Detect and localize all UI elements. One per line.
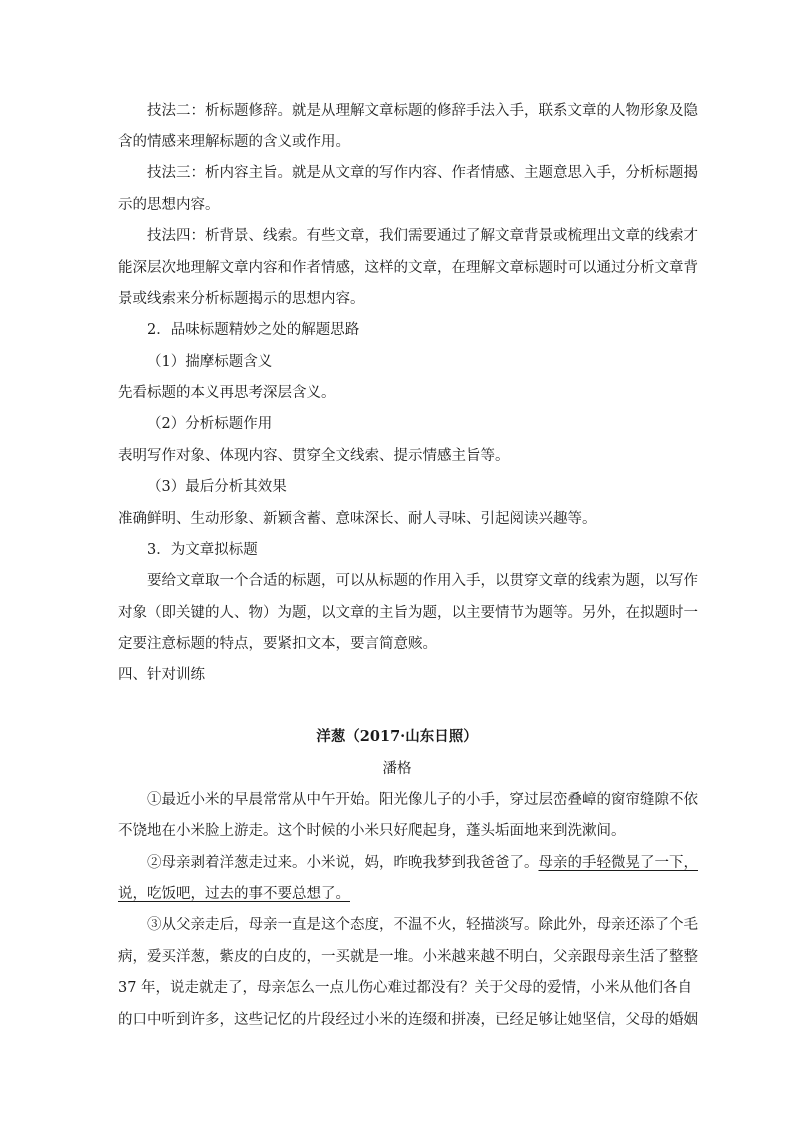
paragraph-line [118,884,350,904]
paragraph-line: 技法三：析内容主旨。就是从文章的写作内容、作者情感、主题意思入手，分析标题揭 [147,165,698,181]
paragraph-line: 含的情感来理解标题的含义或作用。 [118,134,350,150]
paragraph-line: 定要注意标题的特点，要紧扣文本，要言简意赅。 [118,636,437,652]
subsection-heading: （1）揣摩标题含义 [147,354,273,370]
paragraph-line: ③从父亲走后，母亲一直是这个态度，不温不火，轻描淡写。除此外，母亲还添了个毛 [147,917,698,933]
paragraph-line: ①最近小米的早晨常常从中午开始。阳光像儿子的小手，穿过层峦叠嶂的窗帘缝隙不依 [147,792,698,808]
paragraph-line: 技法二：析标题修辞。就是从理解文章标题的修辞手法入手，联系文章的人物形象及隐 [147,103,698,119]
paragraph-line: 病，爱买洋葱，紫皮的白皮的，一买就是一堆。小米越来越不明白，父亲跟母亲生活了整整 [118,949,698,965]
section-heading: 2．品味标题精妙之处的解题思路 [147,322,360,338]
subsection-heading: （2）分析标题作用 [147,416,273,432]
underlined-text: 说，吃饭吧，过去的事不要总想了。 [118,886,350,902]
paragraph-line: 要给文章取一个合适的标题，可以从标题的作用入手，以贯穿文章的线索为题，以写作 [147,573,698,589]
paragraph-line [147,853,698,873]
paragraph-line: 景或线索来分析标题揭示的思想内容。 [118,291,365,307]
paragraph-line: 示的思想内容。 [118,197,220,213]
paragraph-line: 先看标题的本义再思考深层含义。 [118,385,336,401]
paragraph-line: 37 年，说走就走了，母亲怎么一点儿伤心难过都没有？关于父母的爱情，小米从他们各自 [118,980,693,996]
subsection-heading: （3）最后分析其效果 [147,479,287,495]
paragraph-line: 技法四：析背景、线索。有些文章，我们需要通过了解文章背景或梳理出文章的线索才 [147,228,698,244]
section-heading: 四、针对训练 [118,667,205,683]
paragraph-line: 表明写作对象、体现内容、贯穿全文线索、提示情感主旨等。 [118,448,510,464]
underlined-text: 母亲的手轻微晃了一下， [538,855,698,871]
paragraph-line: 的口中听到许多，这些记忆的片段经过小米的连缀和拼凑，已经足够让她坚信，父母的婚姻 [118,1012,698,1028]
section-heading: 3．为文章拟标题 [147,542,258,558]
article-author: 潘格 [382,761,412,777]
paragraph-line: 能深层次地理解文章内容和作者情感，这样的文章，在理解文章标题时可以通过分析文章背 [118,260,698,276]
plain-text: ②母亲剥着洋葱走过来。小米说，妈，昨晚我梦到我爸爸了。 [147,855,539,871]
paragraph-line: 准确鲜明、生动形象、新颖含蓄、意味深长、耐人寻味、引起阅读兴趣等。 [118,511,597,527]
paragraph-line: 对象（即关键的人、物）为题，以文章的主旨为题，以主要情节为题等。另外，在拟题时一 [118,605,698,621]
article-title: 洋葱（2017·山东日照） [316,728,478,745]
paragraph-line: 不饶地在小米脸上游走。这个时候的小米只好爬起身，蓬头垢面地来到洗漱间。 [118,823,626,839]
